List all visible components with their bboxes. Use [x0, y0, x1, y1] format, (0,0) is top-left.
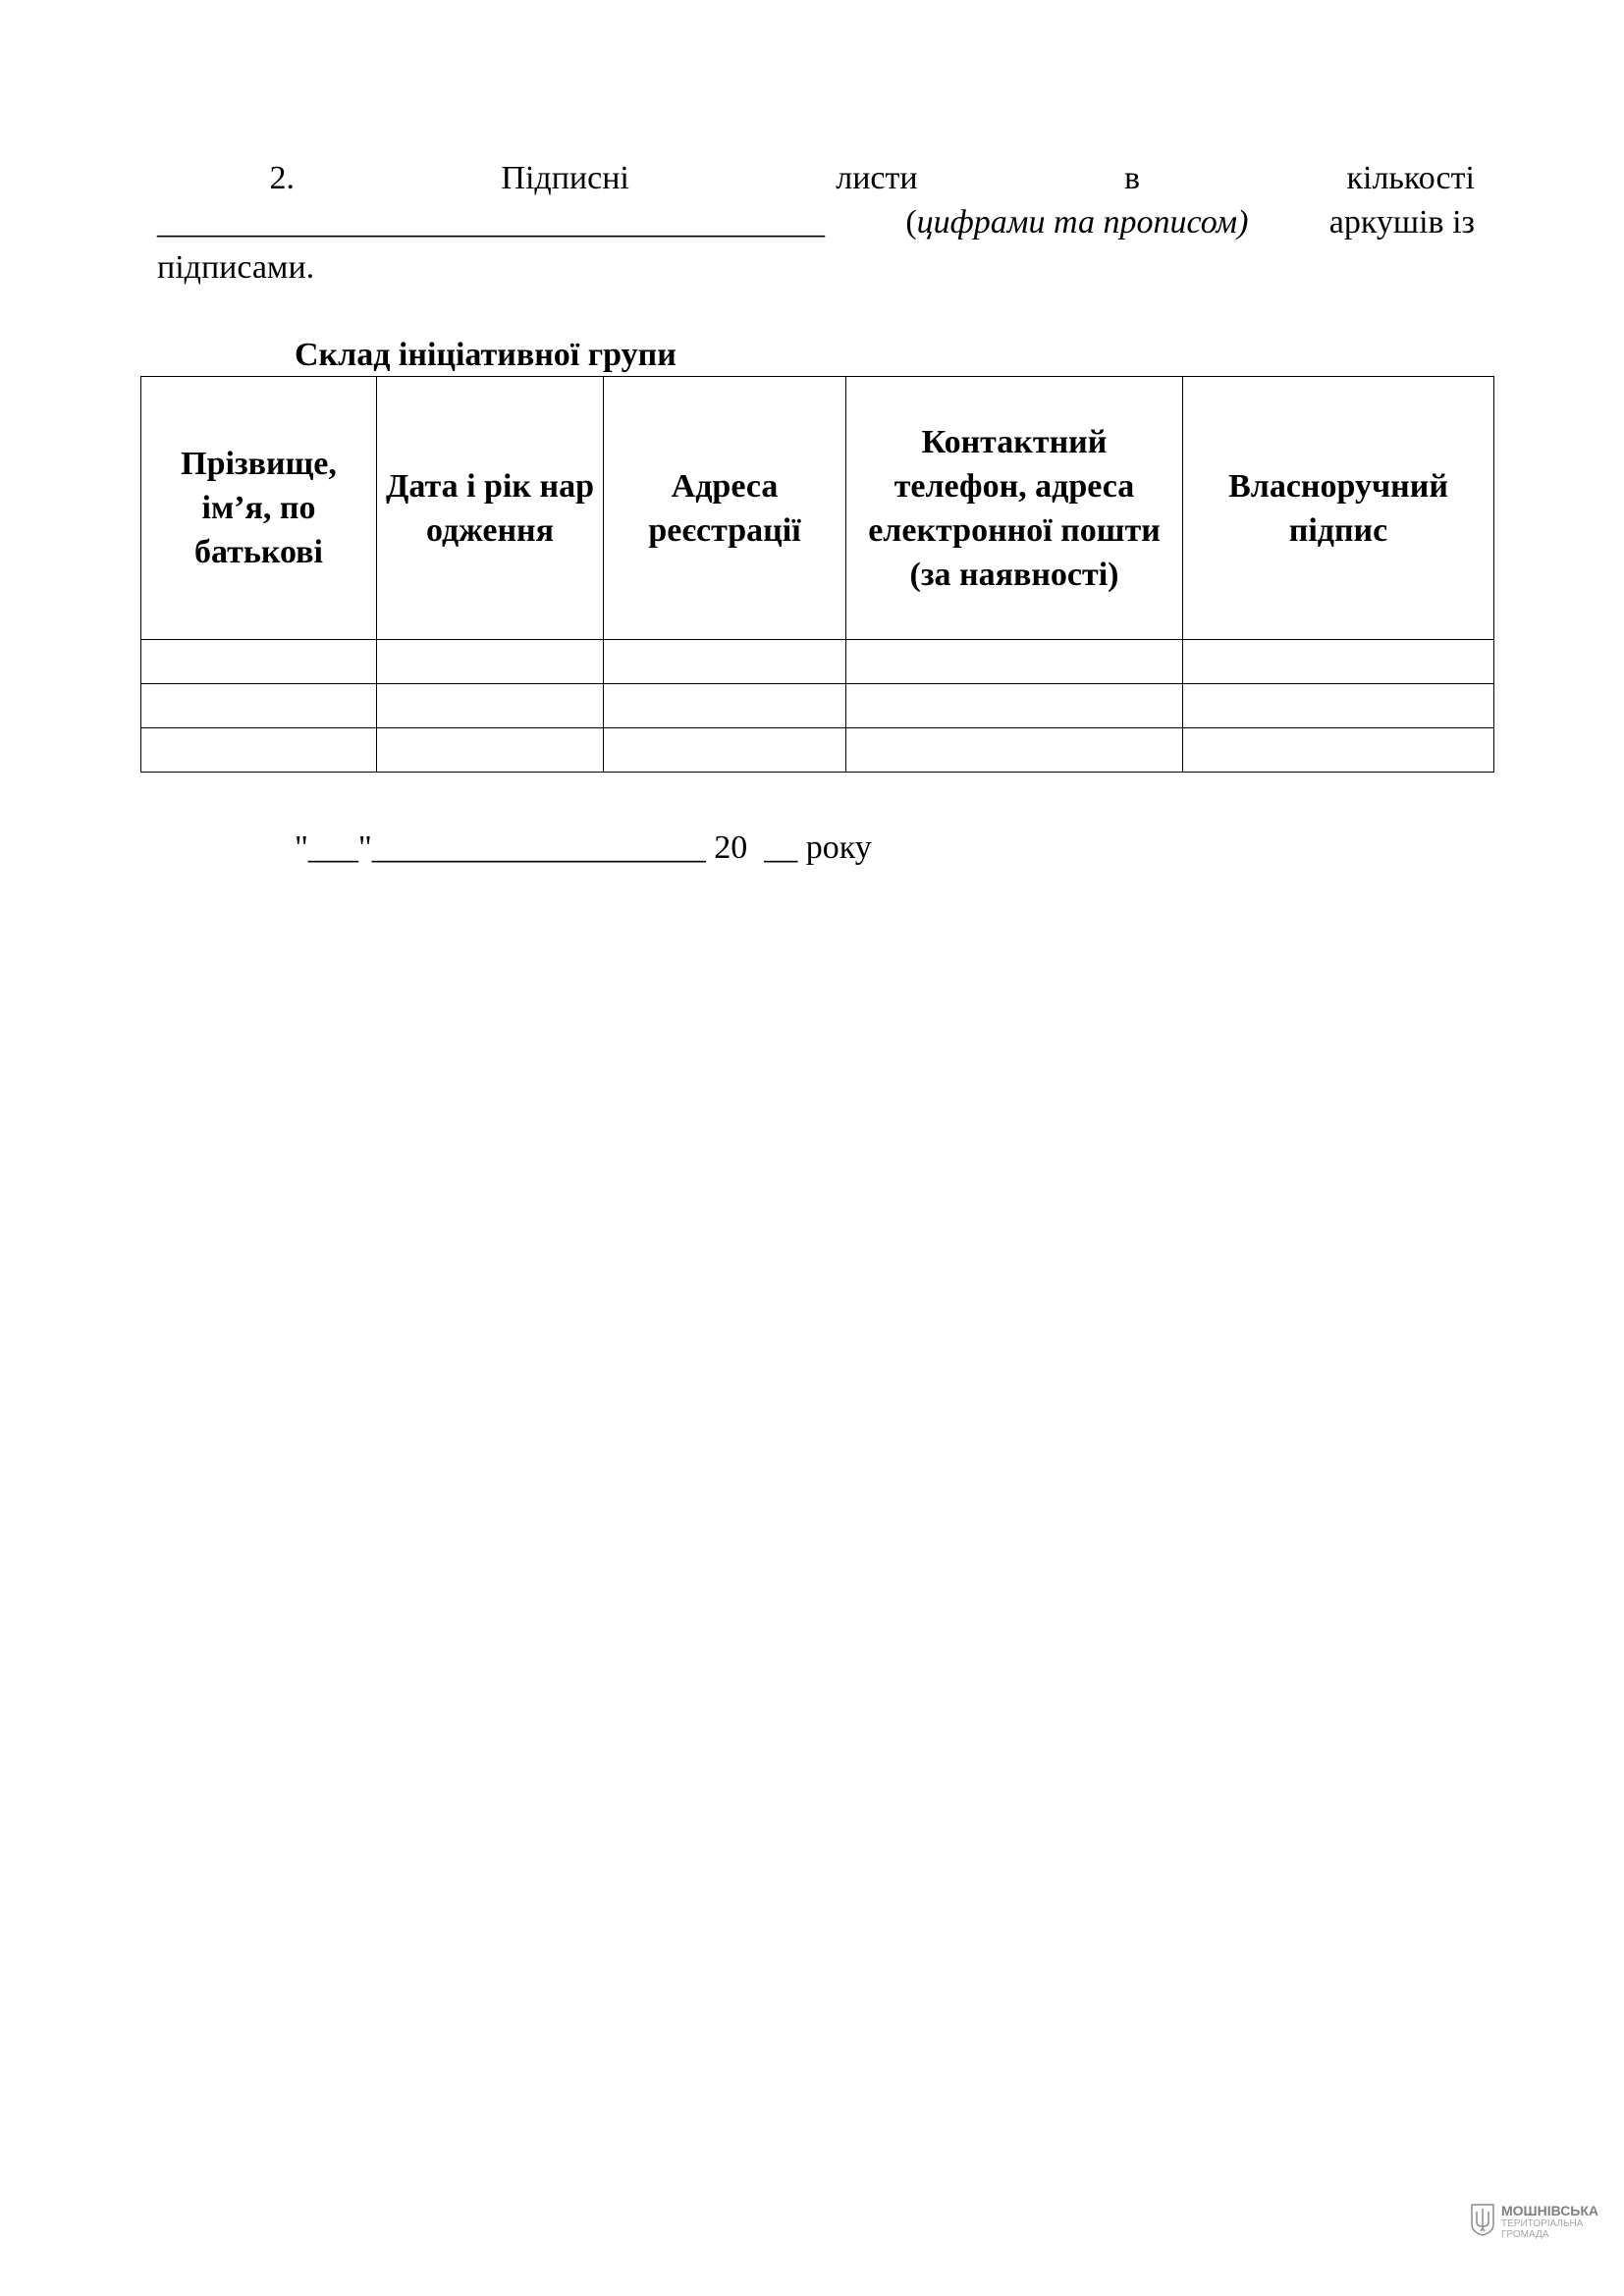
paragraph-word-3: в	[1124, 160, 1141, 196]
header-signature: Власноручний підпис	[1183, 377, 1494, 640]
header-registration-address: Адреса реєстрації	[604, 377, 846, 640]
paragraph-line-2	[157, 201, 1475, 244]
section-title: Склад ініціативної групи	[295, 337, 677, 373]
paragraph-line-3: підписами.	[157, 249, 315, 286]
table-cell[interactable]	[377, 728, 604, 773]
paragraph-word-4: кількості	[1346, 160, 1475, 196]
paragraph-number: 2.	[269, 160, 295, 196]
table-header-row	[141, 377, 1494, 640]
table-row	[141, 640, 1494, 684]
paragraph-line-2-tail: аркушів із	[1328, 204, 1475, 240]
table-row	[141, 684, 1494, 728]
initiative-group-table	[140, 376, 1494, 773]
paragraph-line-1	[157, 157, 1475, 200]
paragraph-word-2: листи	[836, 160, 918, 196]
logo-line-2: ГРОМАДА	[1501, 2229, 1549, 2240]
logo-line-1: ТЕРИТОРІАЛЬНА	[1501, 2218, 1584, 2229]
table-row	[141, 728, 1494, 773]
table-cell[interactable]	[846, 640, 1183, 684]
table-cell[interactable]	[141, 640, 377, 684]
paragraph-word-1: Підписні	[501, 160, 629, 196]
header-birth-date: Дата і рік народження	[377, 377, 604, 640]
table-cell[interactable]	[141, 684, 377, 728]
header-full-name: Прізвище, ім’я, по батькові	[141, 377, 377, 640]
trident-icon	[1470, 2203, 1495, 2241]
table-cell[interactable]	[377, 684, 604, 728]
table-cell[interactable]	[604, 728, 846, 773]
sheet-count-blank: ________________________________________	[157, 204, 825, 240]
logo-title: МОШНІВСЬКА	[1501, 2203, 1599, 2218]
table-cell[interactable]	[1183, 728, 1494, 773]
date-line: "___"____________________ 20 __ року	[295, 829, 872, 866]
open-paren: (	[905, 204, 917, 240]
header-contact: Контактний телефон, адреса електронної пошти (за наявності)	[846, 377, 1183, 640]
table-cell[interactable]	[604, 640, 846, 684]
table-cell[interactable]	[1183, 684, 1494, 728]
table-cell[interactable]	[1183, 640, 1494, 684]
italic-note: цифрами та прописом)	[916, 204, 1249, 240]
community-logo	[1470, 2203, 1598, 2241]
table-cell[interactable]	[141, 728, 377, 773]
table-cell[interactable]	[377, 640, 604, 684]
table-cell[interactable]	[846, 684, 1183, 728]
table-cell[interactable]	[604, 684, 846, 728]
table-cell[interactable]	[846, 728, 1183, 773]
